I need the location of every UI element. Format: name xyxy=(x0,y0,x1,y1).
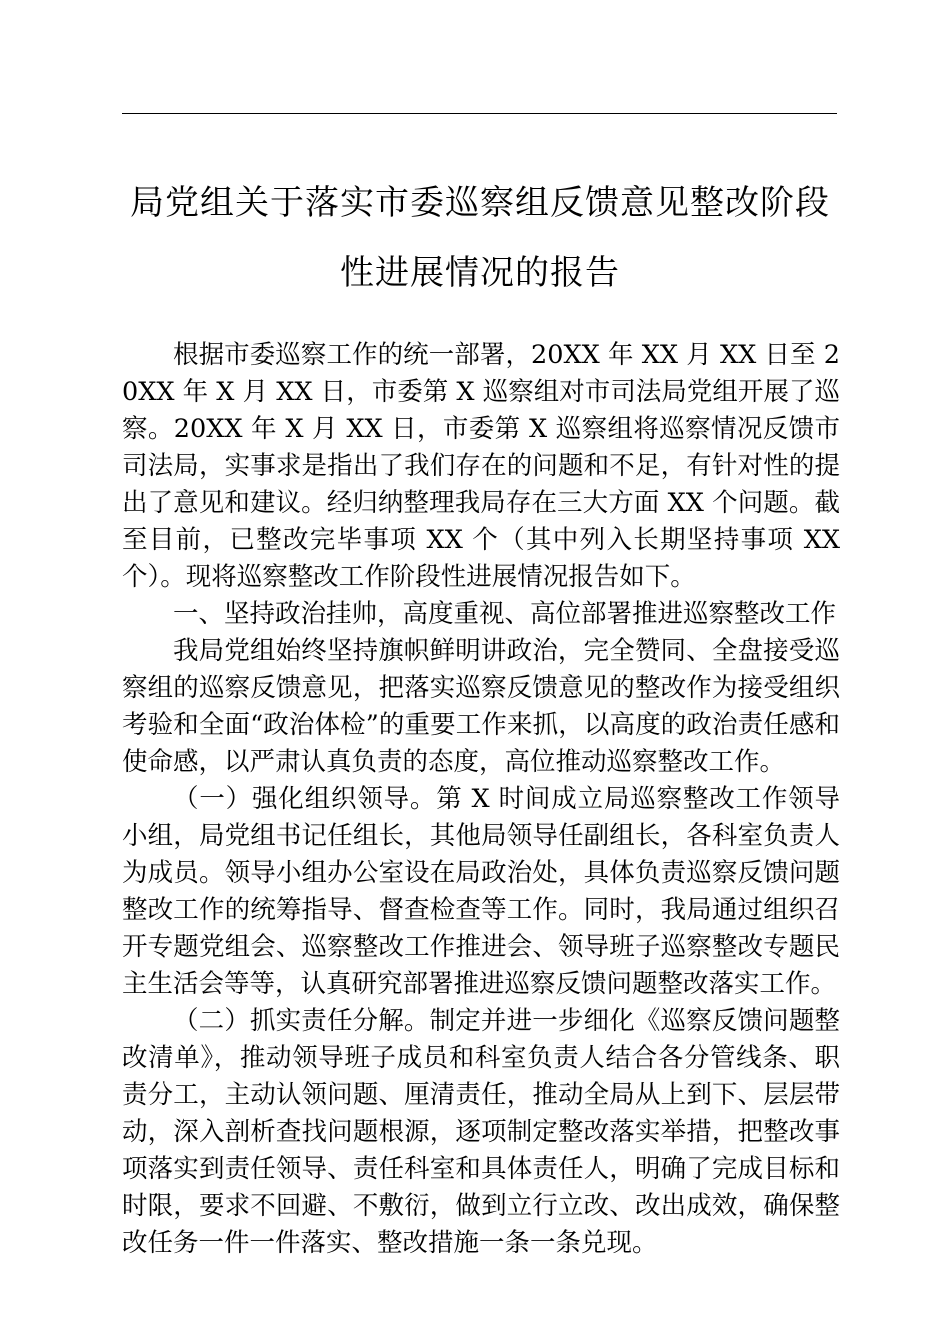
intro-paragraph: 根据市委巡察工作的统一部署，20XX 年 XX 月 XX 日至 20XX 年 X 月 XX 日，市委第 X 巡察组对市司法局党组开展了巡察。20XX 年 X 月 XX 日，市委第 X 巡察组将巡察情况反馈市司法局，实事求是指出了我们存在的问题和不足，有针对性的提出了意见和建议。经归纳整理我局存在三大方面 XX 个问题。截至目前，已整改完毕事项 XX 个（其中列入长期坚持事项 XX 个）。现将巡察整改工作阶段性进展情况报告如下。 xyxy=(122,340,840,592)
document-body xyxy=(122,337,840,1262)
title-line-1: 局党组关于落实市委巡察组反馈意见整改阶段 xyxy=(130,183,830,223)
section-heading-1: 一、坚持政治挂帅，高度重视、高位部署推进巡察整改工作 xyxy=(173,599,837,629)
title-line-2: 性进展情况的报告 xyxy=(340,253,620,293)
header-rule xyxy=(122,113,837,114)
subsection-paragraph-2: （二）抓实责任分解。制定并进一步细化《巡察反馈问题整改清单》，推动领导班子成员和科室负责人结合各分管线条、职责分工，主动认领问题、厘清责任，推动全局从上到下、层层带动，深入剖析查找问题根源，逐项制定整改落实举措，把整改事项落实到责任领导、责任科室和具体责任人，明确了完成目标和时限，要求不回避、不敷衍，做到立行立改、改出成效，确保整改任务一件一件落实、整改措施一条一条兑现。 xyxy=(122,1006,840,1258)
section-paragraph: 我局党组始终坚持旗帜鲜明讲政治，完全赞同、全盘接受巡察组的巡察反馈意见，把落实巡察反馈意见的整改作为接受组织考验和全面“政治体检”的重要工作来抓，以高度的政治责任感和使命感，以严肃认真负责的态度，高位推动巡察整改工作。 xyxy=(122,636,840,777)
subsection-paragraph-1: （一）强化组织领导。第 X 时间成立局巡察整改工作领导小组，局党组书记任组长，其他局领导任副组长，各科室负责人为成员。领导小组办公室设在局政治处，具体负责巡察反馈问题整改工作的统筹指导、督查检查等工作。同时，我局通过组织召开专题党组会、巡察整改工作推进会、领导班子巡察整改专题民主生活会等等，认真研究部署推进巡察反馈问题整改落实工作。 xyxy=(122,784,840,999)
document-title xyxy=(110,168,850,308)
